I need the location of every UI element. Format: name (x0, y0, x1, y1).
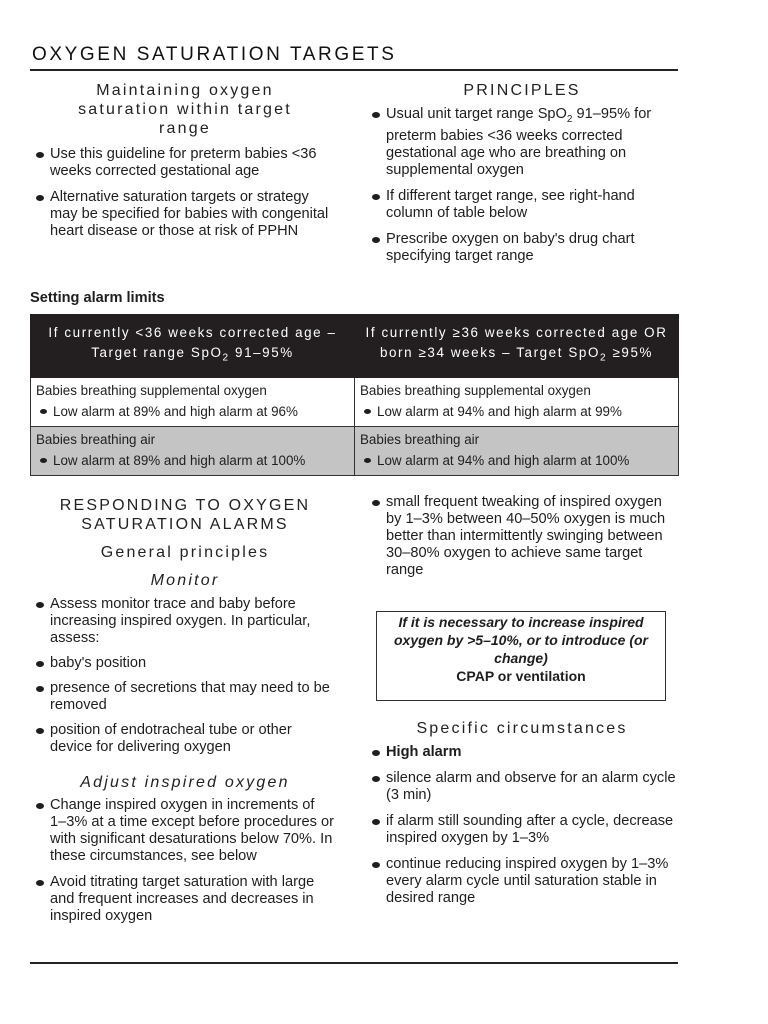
list-item: If different target range, see right-hand column of table below (370, 188, 676, 222)
specific-circumstances-heading: Specific circumstances (416, 720, 628, 737)
list-item: Alternative saturation targets or strategy may be specified for babies with congenital heart disease or those at risk of PPHN (34, 189, 334, 240)
increase-oxygen-note: If it is necessary to increase inspired oxygen by >5–10%, or to introduce (or change) CPAP or ventilation (376, 611, 666, 701)
table-row (31, 378, 679, 427)
list-item: silence alarm and observe for an alarm cycle (3 min) (370, 770, 676, 804)
principles-heading: PRINCIPLES (463, 82, 581, 99)
list-item: Avoid titrating target saturation with large and frequent increases and decreases in inspired oxygen (34, 874, 334, 925)
list-item: small frequent tweaking of inspired oxygen by 1–3% between 40–50% oxygen is much better than intermittently swinging between 30–80% oxygen to achieve same target range (370, 494, 670, 579)
table-header-36-plus: If currently ≥36 weeks corrected age OR born ≥34 weeks – Target SpO$_2$ ≥95% (355, 315, 679, 378)
tweak-list (370, 494, 670, 588)
list-item: presence of secretions that may need to be removed (34, 680, 334, 714)
adjust-heading: Adjust inspired oxygen (80, 774, 290, 791)
list-item: baby's position (34, 655, 334, 672)
maintaining-heading: Maintaining oxygen saturation within target range (78, 82, 292, 137)
maintaining-list (34, 146, 334, 249)
bottom-rule (30, 962, 678, 964)
specific-list (370, 744, 676, 916)
principles-list (370, 106, 676, 274)
monitor-heading: Monitor (150, 572, 220, 589)
high-alarm-item: High alarm (370, 744, 676, 761)
list-item: Assess monitor trace and baby before increasing inspired oxygen. In particular, assess: (34, 596, 334, 647)
table-cell: Babies breathing supplemental oxygen Low alarm at 89% and high alarm at 96% (31, 378, 355, 427)
responding-heading: RESPONDING TO OXYGEN SATURATION ALARMS (59, 497, 311, 533)
list-item: Use this guideline for preterm babies <36 weeks corrected gestational age (34, 146, 334, 180)
alarm-limits-label: Setting alarm limits (30, 290, 165, 306)
list-item: if alarm still sounding after a cycle, decrease inspired oxygen by 1–3% (370, 813, 676, 847)
list-item: Prescribe oxygen on baby's drug chart specifying target range (370, 231, 676, 265)
monitor-list (34, 596, 334, 764)
title-rule (30, 69, 678, 71)
general-principles-heading: General principles (100, 544, 270, 561)
list-item: Usual unit target range SpO$_2$ 91–95% for preterm babies <36 weeks corrected gestational age who are breathing on supplemental oxygen (370, 106, 676, 179)
alarm-limits-table (30, 314, 679, 476)
table-row (31, 427, 679, 476)
list-item: continue reducing inspired oxygen by 1–3% every alarm cycle until saturation stable in desired range (370, 856, 676, 907)
table-cell: Babies breathing air Low alarm at 94% and high alarm at 100% (355, 427, 679, 476)
list-item: position of endotracheal tube or other device for delivering oxygen (34, 722, 334, 756)
table-cell: Babies breathing supplemental oxygen Low alarm at 94% and high alarm at 99% (355, 378, 679, 427)
page-title: OXYGEN SATURATION TARGETS (32, 44, 397, 65)
table-cell: Babies breathing air Low alarm at 89% and high alarm at 100% (31, 427, 355, 476)
table-header-under-36: If currently <36 weeks corrected age – Target range SpO$_2$ 91–95% (31, 315, 355, 378)
list-item: Change inspired oxygen in increments of 1–3% at a time except before procedures or with significant desaturations below 70%. In these circumstances, see below (34, 797, 334, 865)
adjust-list (34, 797, 334, 934)
